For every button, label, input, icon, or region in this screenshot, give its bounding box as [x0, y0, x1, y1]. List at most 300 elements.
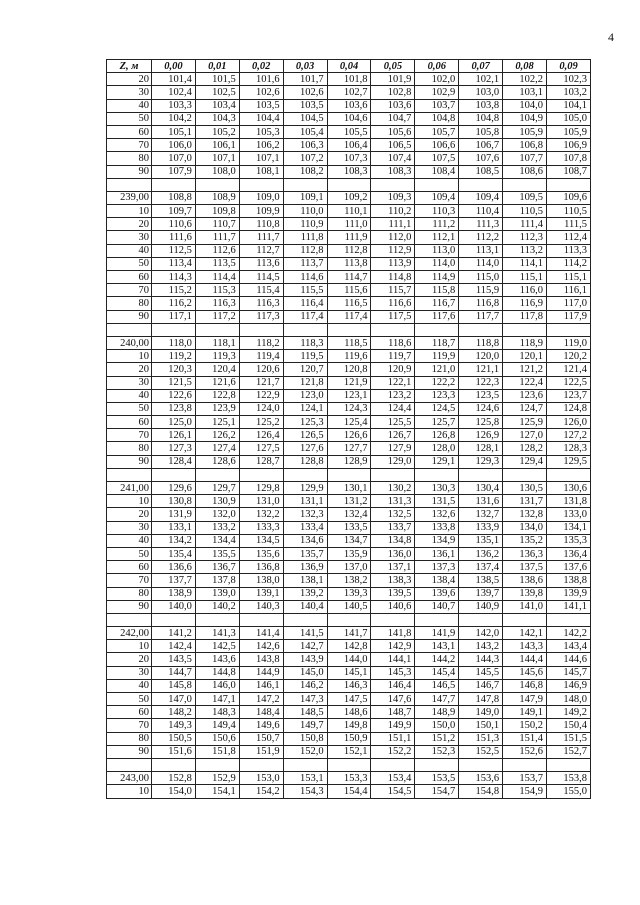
value-cell: 142,9: [371, 640, 415, 653]
value-cell: 125,8: [459, 416, 503, 429]
value-cell: 140,7: [415, 600, 459, 613]
empty-cell: [371, 178, 415, 191]
value-cell: 105,1: [152, 125, 196, 138]
value-cell: 103,2: [547, 86, 591, 99]
value-cell: 113,0: [415, 244, 459, 257]
value-cell: 125,3: [283, 416, 327, 429]
table-row: [107, 679, 591, 692]
value-cell: 120,3: [152, 363, 196, 376]
header-col-7: 0,06: [415, 60, 459, 73]
value-cell: 117,8: [503, 310, 547, 323]
value-cell: 135,4: [152, 547, 196, 560]
value-cell: 116,5: [327, 297, 371, 310]
header-col-6: 0,05: [371, 60, 415, 73]
value-cell: 128,0: [415, 442, 459, 455]
value-cell: 142,7: [283, 640, 327, 653]
value-cell: 138,4: [415, 574, 459, 587]
value-cell: 137,6: [547, 561, 591, 574]
value-cell: 115,4: [239, 284, 283, 297]
value-cell: 124,6: [459, 402, 503, 415]
value-cell: 133,2: [195, 521, 239, 534]
value-cell: 128,3: [547, 442, 591, 455]
value-cell: 103,5: [283, 99, 327, 112]
value-cell: 132,0: [195, 508, 239, 521]
empty-cell: [283, 323, 327, 336]
empty-cell: [547, 613, 591, 626]
value-cell: 111,2: [415, 218, 459, 231]
empty-cell: [547, 758, 591, 771]
value-cell: 104,1: [547, 99, 591, 112]
value-cell: 146,7: [459, 679, 503, 692]
value-cell: 121,1: [459, 363, 503, 376]
value-cell: 108,7: [547, 165, 591, 178]
value-cell: 141,9: [415, 627, 459, 640]
table-row: [107, 508, 591, 521]
value-cell: 119,3: [195, 350, 239, 363]
value-cell: 106,6: [415, 139, 459, 152]
row-label-cell: 60: [107, 561, 152, 574]
value-cell: 114,1: [503, 257, 547, 270]
value-cell: 141,2: [152, 627, 196, 640]
value-cell: 132,4: [327, 508, 371, 521]
value-cell: 117,6: [415, 310, 459, 323]
value-cell: 126,1: [152, 429, 196, 442]
value-cell: 101,4: [152, 73, 196, 86]
value-cell: 104,6: [327, 112, 371, 125]
table-row: [107, 640, 591, 653]
value-cell: 122,6: [152, 389, 196, 402]
value-cell: 148,3: [195, 706, 239, 719]
value-cell: 154,2: [239, 785, 283, 798]
row-label-cell: 90: [107, 600, 152, 613]
value-cell: 131,8: [547, 495, 591, 508]
value-cell: 144,3: [459, 653, 503, 666]
table-row: [107, 244, 591, 257]
value-cell: 134,8: [371, 534, 415, 547]
value-cell: 153,6: [459, 772, 503, 785]
value-cell: 144,4: [503, 653, 547, 666]
empty-cell: [503, 613, 547, 626]
value-cell: 146,8: [503, 679, 547, 692]
value-cell: 134,5: [239, 534, 283, 547]
value-cell: 140,5: [327, 600, 371, 613]
value-cell: 141,8: [371, 627, 415, 640]
empty-cell: [327, 613, 371, 626]
value-cell: 120,7: [283, 363, 327, 376]
value-cell: 108,5: [459, 165, 503, 178]
value-cell: 109,1: [283, 191, 327, 204]
row-label-cell: 30: [107, 86, 152, 99]
value-cell: 134,2: [152, 534, 196, 547]
value-cell: 104,8: [459, 112, 503, 125]
value-cell: 125,0: [152, 416, 196, 429]
value-cell: 118,1: [195, 336, 239, 349]
table-row: [107, 284, 591, 297]
row-label-cell: 80: [107, 152, 152, 165]
table-row: [107, 772, 591, 785]
table-row: [107, 719, 591, 732]
value-cell: 107,7: [503, 152, 547, 165]
value-cell: 120,1: [503, 350, 547, 363]
table-row: [107, 402, 591, 415]
value-cell: 109,2: [327, 191, 371, 204]
value-cell: 117,5: [371, 310, 415, 323]
value-cell: 142,6: [239, 640, 283, 653]
value-cell: 112,7: [239, 244, 283, 257]
row-label-cell: 50: [107, 257, 152, 270]
value-cell: 145,5: [459, 666, 503, 679]
value-cell: 136,4: [547, 547, 591, 560]
value-cell: 104,3: [195, 112, 239, 125]
value-cell: 127,5: [239, 442, 283, 455]
value-cell: 130,2: [371, 482, 415, 495]
row-label-cell: 60: [107, 271, 152, 284]
value-cell: 112,1: [415, 231, 459, 244]
value-cell: 103,4: [195, 99, 239, 112]
value-cell: 104,2: [152, 112, 196, 125]
value-cell: 124,8: [547, 402, 591, 415]
value-cell: 150,8: [283, 732, 327, 745]
value-cell: 131,5: [415, 495, 459, 508]
value-cell: 154,5: [371, 785, 415, 798]
value-cell: 118,5: [327, 336, 371, 349]
value-cell: 133,1: [152, 521, 196, 534]
value-cell: 127,3: [152, 442, 196, 455]
table-row: [107, 785, 591, 798]
value-cell: 102,2: [503, 73, 547, 86]
value-cell: 136,7: [195, 561, 239, 574]
empty-cell: [415, 178, 459, 191]
value-cell: 113,2: [503, 244, 547, 257]
value-cell: 148,9: [415, 706, 459, 719]
row-label-cell: 70: [107, 719, 152, 732]
value-cell: 151,8: [195, 745, 239, 758]
value-cell: 108,0: [195, 165, 239, 178]
value-cell: 108,6: [503, 165, 547, 178]
value-cell: 146,5: [415, 679, 459, 692]
row-label-cell: 90: [107, 165, 152, 178]
value-cell: 138,2: [327, 574, 371, 587]
value-cell: 127,4: [195, 442, 239, 455]
value-cell: 131,6: [459, 495, 503, 508]
value-cell: 117,4: [283, 310, 327, 323]
value-cell: 152,5: [459, 745, 503, 758]
value-cell: 150,0: [415, 719, 459, 732]
table-row: [107, 191, 591, 204]
value-cell: 136,0: [371, 547, 415, 560]
value-cell: 147,3: [283, 693, 327, 706]
row-label-cell: 10: [107, 785, 152, 798]
value-cell: 117,7: [459, 310, 503, 323]
value-cell: 138,3: [371, 574, 415, 587]
value-cell: 108,2: [283, 165, 327, 178]
table-row: [107, 666, 591, 679]
empty-cell: [152, 323, 196, 336]
empty-cell: [459, 468, 503, 481]
block-separator-row: [107, 468, 591, 481]
value-cell: 129,7: [195, 482, 239, 495]
value-cell: 142,8: [327, 640, 371, 653]
value-cell: 136,9: [283, 561, 327, 574]
value-cell: 122,2: [415, 376, 459, 389]
header-col-1: 0,00: [152, 60, 196, 73]
value-cell: 115,5: [283, 284, 327, 297]
empty-cell: [327, 468, 371, 481]
value-cell: 117,3: [239, 310, 283, 323]
value-cell: 149,4: [195, 719, 239, 732]
value-cell: 116,6: [371, 297, 415, 310]
value-cell: 109,3: [371, 191, 415, 204]
value-cell: 126,0: [547, 416, 591, 429]
value-cell: 149,3: [152, 719, 196, 732]
value-cell: 131,0: [239, 495, 283, 508]
value-cell: 103,6: [371, 99, 415, 112]
value-cell: 123,6: [503, 389, 547, 402]
value-cell: 149,6: [239, 719, 283, 732]
value-cell: 103,8: [459, 99, 503, 112]
table-row: [107, 521, 591, 534]
value-cell: 129,3: [459, 455, 503, 468]
value-cell: 101,7: [283, 73, 327, 86]
value-cell: 124,4: [371, 402, 415, 415]
value-cell: 153,4: [371, 772, 415, 785]
row-label-cell: 70: [107, 574, 152, 587]
value-cell: 138,1: [283, 574, 327, 587]
value-cell: 114,7: [327, 271, 371, 284]
table-row: [107, 376, 591, 389]
value-cell: 135,3: [547, 534, 591, 547]
table-row: [107, 429, 591, 442]
value-cell: 139,3: [327, 587, 371, 600]
value-cell: 143,8: [239, 653, 283, 666]
value-cell: 150,2: [503, 719, 547, 732]
empty-cell: [547, 178, 591, 191]
table-row: [107, 693, 591, 706]
value-cell: 143,6: [195, 653, 239, 666]
table-row: [107, 600, 591, 613]
value-cell: 130,5: [503, 482, 547, 495]
value-cell: 110,1: [327, 205, 371, 218]
value-cell: 107,5: [415, 152, 459, 165]
value-cell: 123,7: [547, 389, 591, 402]
table-row: [107, 574, 591, 587]
value-cell: 123,0: [283, 389, 327, 402]
empty-cell: [415, 758, 459, 771]
value-cell: 109,0: [239, 191, 283, 204]
value-cell: 110,9: [283, 218, 327, 231]
empty-cell: [503, 468, 547, 481]
value-cell: 135,7: [283, 547, 327, 560]
value-cell: 106,5: [371, 139, 415, 152]
value-cell: 145,0: [283, 666, 327, 679]
value-cell: 129,9: [283, 482, 327, 495]
value-cell: 115,1: [503, 271, 547, 284]
empty-cell: [371, 323, 415, 336]
row-label-cell: 90: [107, 745, 152, 758]
value-cell: 116,0: [503, 284, 547, 297]
value-cell: 122,3: [459, 376, 503, 389]
row-label-cell: 40: [107, 244, 152, 257]
value-cell: 109,8: [195, 205, 239, 218]
row-label-cell: 40: [107, 99, 152, 112]
value-cell: 119,4: [239, 350, 283, 363]
empty-cell: [371, 613, 415, 626]
value-cell: 105,3: [239, 125, 283, 138]
value-cell: 136,1: [415, 547, 459, 560]
empty-cell: [283, 468, 327, 481]
value-cell: 116,7: [415, 297, 459, 310]
value-cell: 116,4: [283, 297, 327, 310]
value-cell: 139,2: [283, 587, 327, 600]
value-cell: 148,5: [283, 706, 327, 719]
value-cell: 110,2: [371, 205, 415, 218]
value-cell: 140,2: [195, 600, 239, 613]
row-label-cell: 20: [107, 653, 152, 666]
value-cell: 141,3: [195, 627, 239, 640]
value-cell: 110,6: [152, 218, 196, 231]
value-cell: 104,7: [371, 112, 415, 125]
value-cell: 148,4: [239, 706, 283, 719]
value-cell: 149,8: [327, 719, 371, 732]
empty-cell: [107, 468, 152, 481]
table-row: [107, 534, 591, 547]
value-cell: 112,8: [283, 244, 327, 257]
value-cell: 107,9: [152, 165, 196, 178]
value-cell: 117,9: [547, 310, 591, 323]
value-cell: 148,6: [327, 706, 371, 719]
empty-cell: [371, 758, 415, 771]
value-cell: 122,9: [239, 389, 283, 402]
value-cell: 106,3: [283, 139, 327, 152]
header-col-3: 0,02: [239, 60, 283, 73]
table-row: [107, 455, 591, 468]
block-separator-row: [107, 323, 591, 336]
value-cell: 141,4: [239, 627, 283, 640]
value-cell: 103,6: [327, 99, 371, 112]
value-cell: 112,2: [459, 231, 503, 244]
value-cell: 144,8: [195, 666, 239, 679]
value-cell: 137,4: [459, 561, 503, 574]
value-cell: 144,7: [152, 666, 196, 679]
value-cell: 121,8: [283, 376, 327, 389]
value-cell: 108,4: [415, 165, 459, 178]
value-cell: 106,4: [327, 139, 371, 152]
value-cell: 106,1: [195, 139, 239, 152]
empty-cell: [371, 468, 415, 481]
table-row: [107, 706, 591, 719]
empty-cell: [239, 178, 283, 191]
value-cell: 149,9: [371, 719, 415, 732]
value-cell: 123,9: [195, 402, 239, 415]
empty-cell: [152, 178, 196, 191]
row-label-cell: 240,00: [107, 336, 152, 349]
value-cell: 153,0: [239, 772, 283, 785]
value-cell: 120,0: [459, 350, 503, 363]
value-cell: 148,7: [371, 706, 415, 719]
table-row: [107, 482, 591, 495]
value-cell: 123,1: [327, 389, 371, 402]
row-label-cell: 20: [107, 218, 152, 231]
table-row: [107, 271, 591, 284]
empty-cell: [415, 468, 459, 481]
value-cell: 121,4: [547, 363, 591, 376]
value-cell: 132,3: [283, 508, 327, 521]
value-cell: 130,6: [547, 482, 591, 495]
value-cell: 113,8: [327, 257, 371, 270]
value-cell: 124,0: [239, 402, 283, 415]
value-cell: 102,3: [547, 73, 591, 86]
empty-cell: [152, 758, 196, 771]
value-cell: 103,0: [459, 86, 503, 99]
value-cell: 116,2: [152, 297, 196, 310]
value-cell: 111,7: [239, 231, 283, 244]
table-row: [107, 257, 591, 270]
value-cell: 105,0: [547, 112, 591, 125]
value-cell: 154,0: [152, 785, 196, 798]
value-cell: 134,4: [195, 534, 239, 547]
empty-cell: [239, 613, 283, 626]
value-cell: 125,9: [503, 416, 547, 429]
row-label-cell: 40: [107, 389, 152, 402]
value-cell: 139,1: [239, 587, 283, 600]
row-label-cell: 70: [107, 429, 152, 442]
value-cell: 125,5: [371, 416, 415, 429]
value-cell: 107,4: [371, 152, 415, 165]
value-cell: 127,6: [283, 442, 327, 455]
value-cell: 107,3: [327, 152, 371, 165]
value-cell: 116,3: [195, 297, 239, 310]
value-cell: 134,6: [283, 534, 327, 547]
value-cell: 124,5: [415, 402, 459, 415]
value-cell: 143,5: [152, 653, 196, 666]
row-label-cell: 242,00: [107, 627, 152, 640]
empty-cell: [283, 178, 327, 191]
empty-cell: [459, 178, 503, 191]
value-cell: 108,3: [327, 165, 371, 178]
row-label-cell: 50: [107, 402, 152, 415]
value-cell: 102,9: [415, 86, 459, 99]
value-cell: 110,7: [195, 218, 239, 231]
value-cell: 110,4: [459, 205, 503, 218]
row-label-cell: 10: [107, 205, 152, 218]
value-cell: 138,9: [152, 587, 196, 600]
row-label-cell: 70: [107, 139, 152, 152]
value-cell: 121,6: [195, 376, 239, 389]
value-cell: 109,5: [503, 191, 547, 204]
value-cell: 103,1: [503, 86, 547, 99]
value-cell: 119,9: [415, 350, 459, 363]
header-col-8: 0,07: [459, 60, 503, 73]
value-cell: 119,5: [283, 350, 327, 363]
value-cell: 115,3: [195, 284, 239, 297]
value-cell: 101,6: [239, 73, 283, 86]
value-cell: 115,0: [459, 271, 503, 284]
table-row: [107, 205, 591, 218]
row-label-cell: 80: [107, 297, 152, 310]
value-cell: 102,7: [327, 86, 371, 99]
value-cell: 141,7: [327, 627, 371, 640]
value-cell: 113,1: [459, 244, 503, 257]
value-cell: 127,2: [547, 429, 591, 442]
value-cell: 130,1: [327, 482, 371, 495]
value-cell: 147,2: [239, 693, 283, 706]
value-cell: 109,9: [239, 205, 283, 218]
value-cell: 123,3: [415, 389, 459, 402]
header-col-9: 0,08: [503, 60, 547, 73]
value-cell: 152,7: [547, 745, 591, 758]
value-cell: 104,0: [503, 99, 547, 112]
table-row: [107, 139, 591, 152]
